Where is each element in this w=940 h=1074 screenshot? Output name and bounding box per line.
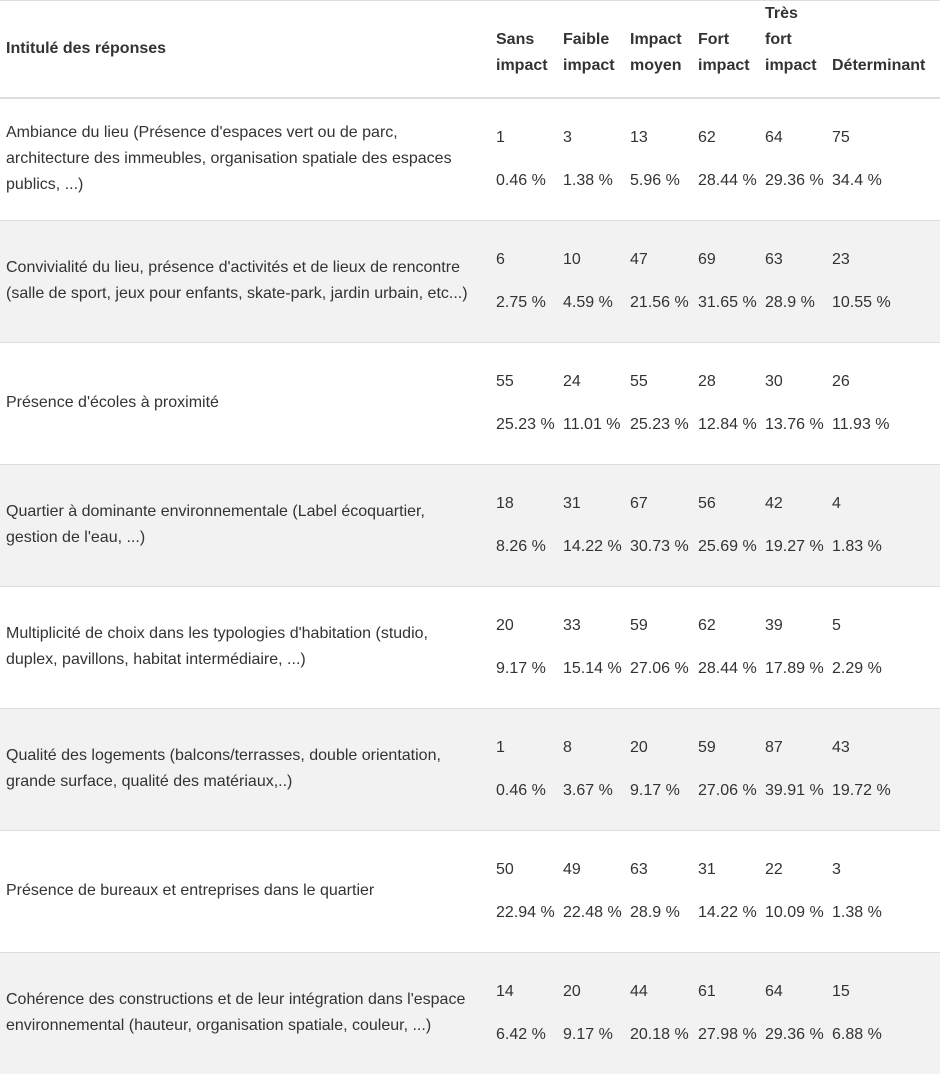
response-count: 4 — [832, 494, 841, 512]
response-count: 14 — [496, 982, 514, 1000]
cell-impact-moyen — [624, 220, 692, 342]
response-count: 23 — [832, 250, 850, 268]
response-count: 55 — [496, 372, 514, 390]
response-percent: 9.17 % — [563, 1025, 613, 1043]
cell-sans-impact — [490, 464, 557, 586]
response-percent: 28.9 % — [765, 293, 815, 311]
response-count: 3 — [832, 860, 841, 878]
cell-tres-fort-impact — [759, 586, 826, 708]
cell-faible-impact — [557, 342, 624, 464]
response-count: 43 — [832, 738, 850, 756]
table-row — [0, 342, 940, 464]
response-count: 62 — [698, 128, 716, 146]
response-percent: 27.98 % — [698, 1025, 757, 1043]
response-percent: 3.67 % — [563, 781, 613, 799]
response-percent: 31.65 % — [698, 293, 757, 311]
cell-faible-impact — [557, 464, 624, 586]
response-percent: 25.23 % — [630, 415, 689, 433]
response-count: 44 — [630, 982, 648, 1000]
response-count: 63 — [765, 250, 783, 268]
response-percent: 0.46 % — [496, 171, 546, 189]
response-percent: 11.93 % — [832, 415, 890, 433]
cell-impact-moyen — [624, 830, 692, 952]
response-count: 6 — [496, 250, 505, 268]
cell-determinant — [826, 830, 940, 952]
response-count: 10 — [563, 250, 581, 268]
cell-fort-impact — [692, 586, 759, 708]
response-percent: 21.56 % — [630, 293, 689, 311]
cell-fort-impact — [692, 220, 759, 342]
response-count: 56 — [698, 494, 716, 512]
response-count: 31 — [563, 494, 581, 512]
response-percent: 14.22 % — [698, 903, 757, 921]
cell-faible-impact — [557, 98, 624, 220]
response-count: 18 — [496, 494, 514, 512]
cell-determinant — [826, 342, 940, 464]
response-percent: 2.75 % — [496, 293, 546, 311]
cell-sans-impact — [490, 220, 557, 342]
response-count: 13 — [630, 128, 648, 146]
cell-faible-impact — [557, 586, 624, 708]
table-row — [0, 830, 940, 952]
cell-fort-impact — [692, 830, 759, 952]
response-percent: 10.09 % — [765, 903, 824, 921]
response-count: 3 — [563, 128, 572, 146]
response-percent: 6.42 % — [496, 1025, 546, 1043]
response-percent: 27.06 % — [698, 781, 757, 799]
row-label: Présence d'écoles à proximité — [0, 342, 490, 464]
response-percent: 29.36 % — [765, 1025, 824, 1043]
response-count: 20 — [563, 982, 581, 1000]
response-count: 69 — [698, 250, 716, 268]
table-row — [0, 708, 940, 830]
response-count: 15 — [832, 982, 850, 1000]
cell-impact-moyen — [624, 708, 692, 830]
cell-faible-impact — [557, 830, 624, 952]
response-count: 64 — [765, 982, 783, 1000]
cell-impact-moyen — [624, 586, 692, 708]
cell-impact-moyen — [624, 464, 692, 586]
cell-fort-impact — [692, 708, 759, 830]
response-count: 47 — [630, 250, 648, 268]
cell-fort-impact — [692, 464, 759, 586]
response-percent: 28.9 % — [630, 903, 680, 921]
cell-sans-impact — [490, 342, 557, 464]
table-body — [0, 98, 940, 1074]
response-count: 63 — [630, 860, 648, 878]
response-percent: 10.55 % — [832, 293, 891, 311]
cell-sans-impact — [490, 952, 557, 1074]
table-row — [0, 220, 940, 342]
cell-tres-fort-impact — [759, 220, 826, 342]
cell-tres-fort-impact — [759, 98, 826, 220]
cell-impact-moyen — [624, 342, 692, 464]
response-count: 59 — [698, 738, 716, 756]
row-label: Convivialité du lieu, présence d'activités et de lieux de rencontre (salle de sport, jeux pour enfants, skate-park, jardin urbain, etc...) — [0, 220, 490, 342]
cell-tres-fort-impact — [759, 708, 826, 830]
response-percent: 8.26 % — [496, 537, 546, 555]
response-percent: 0.46 % — [496, 781, 546, 799]
table-row — [0, 98, 940, 220]
response-percent: 1.38 % — [832, 903, 882, 921]
response-count: 26 — [832, 372, 850, 390]
response-count: 1 — [496, 738, 505, 756]
response-percent: 13.76 % — [765, 415, 824, 433]
header-tres-fort-impact: Très fort impact — [759, 1, 826, 99]
table-row — [0, 464, 940, 586]
cell-impact-moyen — [624, 98, 692, 220]
table-row — [0, 952, 940, 1074]
cell-fort-impact — [692, 952, 759, 1074]
response-percent: 9.17 % — [630, 781, 680, 799]
response-percent: 4.59 % — [563, 293, 613, 311]
response-percent: 28.44 % — [698, 659, 757, 677]
response-count: 50 — [496, 860, 514, 878]
response-percent: 20.18 % — [630, 1025, 689, 1043]
response-count: 8 — [563, 738, 572, 756]
cell-determinant — [826, 586, 940, 708]
row-label: Ambiance du lieu (Présence d'espaces vert ou de parc, architecture des immeubles, organisation spatiale des espaces publics, ...) — [0, 98, 490, 220]
response-percent: 25.69 % — [698, 537, 757, 555]
response-count: 62 — [698, 616, 716, 634]
response-percent: 2.29 % — [832, 659, 882, 677]
header-sans-impact: Sans impact — [490, 1, 557, 99]
cell-tres-fort-impact — [759, 464, 826, 586]
response-count: 64 — [765, 128, 783, 146]
cell-fort-impact — [692, 98, 759, 220]
response-percent: 29.36 % — [765, 171, 824, 189]
cell-determinant — [826, 464, 940, 586]
response-count: 20 — [630, 738, 648, 756]
cell-determinant — [826, 220, 940, 342]
response-count: 24 — [563, 372, 581, 390]
cell-sans-impact — [490, 708, 557, 830]
row-label: Multiplicité de choix dans les typologies d'habitation (studio, duplex, pavillons, habitat intermédiaire, ...) — [0, 586, 490, 708]
response-percent: 19.27 % — [765, 537, 824, 555]
response-percent: 22.94 % — [496, 903, 555, 921]
header-impact-moyen: Impact moyen — [624, 1, 692, 99]
response-percent: 9.17 % — [496, 659, 546, 677]
response-percent: 11.01 % — [563, 415, 621, 433]
response-count: 1 — [496, 128, 505, 146]
cell-determinant — [826, 708, 940, 830]
cell-faible-impact — [557, 220, 624, 342]
response-percent: 6.88 % — [832, 1025, 882, 1043]
response-percent: 15.14 % — [563, 659, 622, 677]
table-row — [0, 586, 940, 708]
cell-fort-impact — [692, 342, 759, 464]
response-count: 87 — [765, 738, 783, 756]
response-count: 59 — [630, 616, 648, 634]
cell-determinant — [826, 952, 940, 1074]
cell-tres-fort-impact — [759, 830, 826, 952]
response-count: 33 — [563, 616, 581, 634]
response-count: 42 — [765, 494, 783, 512]
cell-faible-impact — [557, 708, 624, 830]
response-count: 39 — [765, 616, 783, 634]
response-count: 28 — [698, 372, 716, 390]
response-percent: 1.38 % — [563, 171, 613, 189]
cell-tres-fort-impact — [759, 342, 826, 464]
header-faible-impact: Faible impact — [557, 1, 624, 99]
response-percent: 14.22 % — [563, 537, 622, 555]
response-count: 67 — [630, 494, 648, 512]
response-percent: 22.48 % — [563, 903, 622, 921]
response-percent: 12.84 % — [698, 415, 757, 433]
cell-sans-impact — [490, 98, 557, 220]
row-label: Quartier à dominante environnementale (Label écoquartier, gestion de l'eau, ...) — [0, 464, 490, 586]
response-count: 5 — [832, 616, 841, 634]
response-percent: 17.89 % — [765, 659, 824, 677]
cell-sans-impact — [490, 830, 557, 952]
response-count: 55 — [630, 372, 648, 390]
row-label: Cohérence des constructions et de leur intégration dans l'espace environnemental (hauteur, organisation spatiale, couleur, ...) — [0, 952, 490, 1074]
response-percent: 5.96 % — [630, 171, 680, 189]
response-count: 22 — [765, 860, 783, 878]
cell-determinant — [826, 98, 940, 220]
response-count: 61 — [698, 982, 716, 1000]
response-percent: 30.73 % — [630, 537, 689, 555]
cell-sans-impact — [490, 586, 557, 708]
response-count: 30 — [765, 372, 783, 390]
response-count: 49 — [563, 860, 581, 878]
response-count: 31 — [698, 860, 716, 878]
response-percent: 34.4 % — [832, 171, 882, 189]
table-header-row — [0, 1, 940, 99]
response-percent: 1.83 % — [832, 537, 882, 555]
header-determinant: Déterminant — [826, 1, 940, 99]
cell-impact-moyen — [624, 952, 692, 1074]
response-count: 20 — [496, 616, 514, 634]
response-percent: 28.44 % — [698, 171, 757, 189]
response-percent: 27.06 % — [630, 659, 689, 677]
response-count: 75 — [832, 128, 850, 146]
header-label: Intitulé des réponses — [0, 1, 490, 99]
cell-tres-fort-impact — [759, 952, 826, 1074]
header-fort-impact: Fort impact — [692, 1, 759, 99]
response-percent: 39.91 % — [765, 781, 824, 799]
cell-faible-impact — [557, 952, 624, 1074]
response-percent: 19.72 % — [832, 781, 891, 799]
row-label: Qualité des logements (balcons/terrasses, double orientation, grande surface, qualité des matériaux,..) — [0, 708, 490, 830]
response-percent: 25.23 % — [496, 415, 555, 433]
row-label: Présence de bureaux et entreprises dans le quartier — [0, 830, 490, 952]
